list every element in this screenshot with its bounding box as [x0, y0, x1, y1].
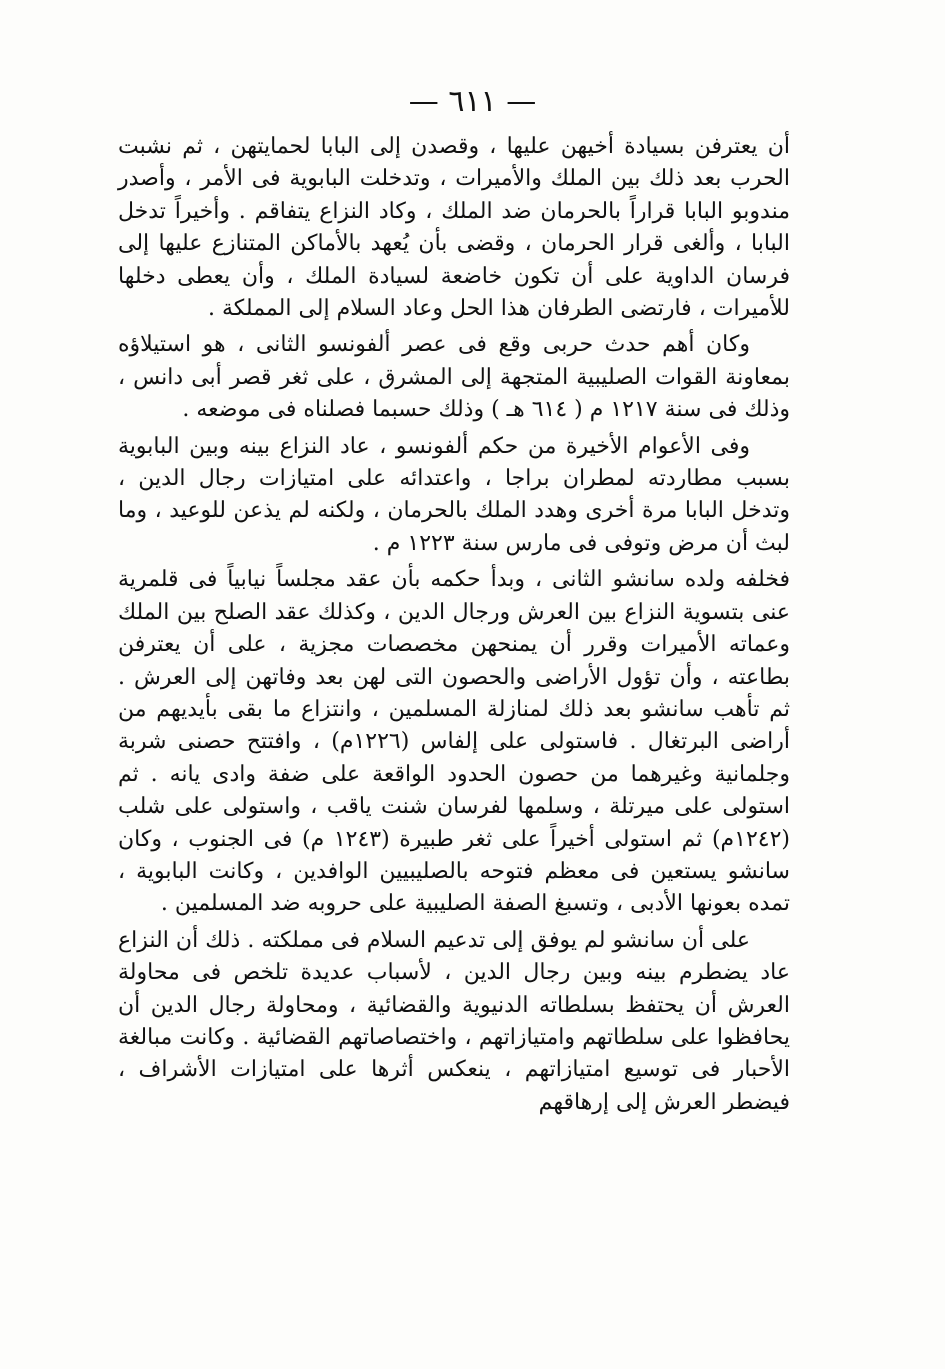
paragraph-1: أن يعترفن بسيادة أخيهن عليها ، وقصدن إلى البابا لحمايتهن ، ثم نشبت الحرب بعد ذلك بين الملك والأميرات ، وتدخلت البابوية فى الأمر ، وأصدر مندوبو البابا قراراً بالحرمان ضد الملك ، وكاد النزاع يتفاقم . وأخيراً تدخل البابا ، وألغى قرار الحرمان ، وقضى بأن يُعهد بالأماكن المتنازع عليها إلى فرسان الداوية على أن تكون خاضعة لسيادة الملك ، وأن يعطى دخلها للأميرات ، فارتضى الطرفان هذا الحل وعاد السلام إلى المملكة . — [118, 134, 790, 322]
paragraph-2: وكان أهم حدث حربى وقع فى عصر ألفونسو الثانى ، هو استيلاؤه بمعاونة القوات الصليبية المتجهة إلى المشرق ، على ثغر قصر أبى دانس ، وذلك فى سنة ١٢١٧ م ( ٦١٤ هـ ) وذلك حسبما فصلناه فى موضعه . — [118, 332, 790, 423]
body-text — [118, 131, 790, 1119]
page-number: — ٦١١ — — [408, 84, 537, 119]
paragraph-3: وفى الأعوام الأخيرة من حكم ألفونسو ، عاد النزاع بينه وبين البابوية بسبب مطاردته لمطران براجا ، واعتدائه على امتيازات رجال الدين ، وتدخل البابا مرة أخرى وهدد الملك بالحرمان ، ولكنه لم يذعن للوعيد ، وما لبث أن مرض وتوفى فى مارس سنة ١٢٢٣ م . — [118, 433, 790, 556]
paragraph-4: فخلفه ولده سانشو الثانى ، وبدأ حكمه بأن عقد مجلساً نيابياً فى قلمرية عنى بتسوية النزاع بين العرش ورجال الدين ، وكذلك عقد الصلح بين الملك وعماته الأميرات وقرر أن يمنحهن مخصصات مجزية ، على أن يعترفن بطاعته ، وأن تؤول الأراضى والحصون التى لهن بعد وفاتهن إلى العرش . ثم تأهب سانشو بعد ذلك لمنازلة المسلمين ، وانتزاع ما بقى بأيديهم من أراضى البرتغال . فاستولى على إلفاس (١٢٢٦م) ، وافتتح حصنى شربة وجلمانية وغيرهما من حصون الحدود الواقعة على ضفة وادى يانه . ثم استولى على ميرتلة ، وسلمها لفرسان شنت ياقب ، واستولى على شلب (١٢٤٢م) ثم استولى أخيراً على ثغر طبيرة (١٢٤٣ م) فى الجنوب ، وكان سانشو يستعين فى معظم فتوحه بالصليبيين الوافدين ، وكانت البابوية ، تمده بعونها الأدبى ، وتسبغ الصفة الصليبية على حروبه ضد المسلمين . — [118, 567, 791, 917]
paragraph-5: على أن سانشو لم يوفق إلى تدعيم السلام فى مملكته . ذلك أن النزاع عاد يضطرم بينه وبين رجال الدين ، لأسباب عديدة تلخص فى محاولة العرش أن يحتفظ بسلطاته الدنيوية والقضائية ، ومحاولة رجال الدين أن يحافظوا على سلطاتهم وامتيازاتهم ، واختصاصاتهم القضائية . وكانت مبالغة الأحبار فى توسيع امتيازاتهم ، ينعكس أثرها على امتيازات الأشراف ، فيضطر العرش إلى إرهاقهم — [118, 927, 790, 1115]
